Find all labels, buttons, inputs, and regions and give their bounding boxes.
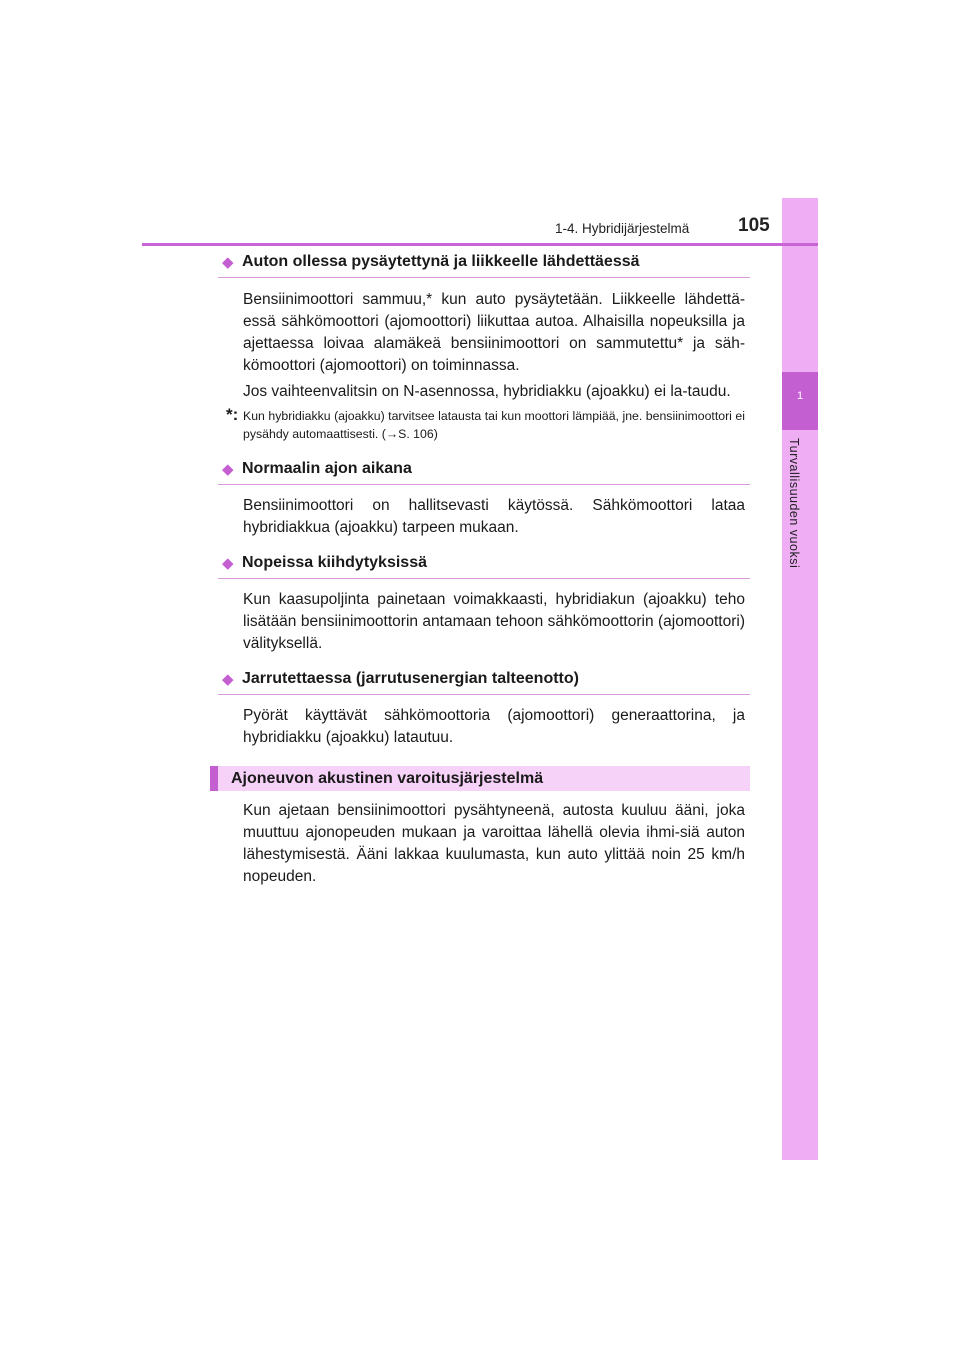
section-banner <box>210 766 750 791</box>
section-banner-title: Ajoneuvon akustinen varoitusjärjestelmä <box>231 769 544 787</box>
paragraph: Jos vaihteenvalitsin on N-asennossa, hybridiakku (ajoakku) ei la-taudu. <box>243 383 731 400</box>
footnote-mark: *: <box>226 405 239 424</box>
chapter-side-label: Turvallisuuden vuoksi <box>787 438 801 569</box>
paragraph: Kun ajetaan bensiinimoottori pysähtyneenä, autosta kuuluu ääni, joka muuttuu ajonopeuden mukaan ja varoittaa lähellä olevia ihmi-siä auton lähestymisestä. Ääni lakkaa kuulumasta, kun auto ylittää noin 25 km/h nopeuden. <box>243 802 745 885</box>
paragraph: Pyörät käyttävät sähkömoottoria (ajomoottori) generaattorina, ja hybridiakku (ajoakku) latautuu. <box>243 707 745 746</box>
diamond-bullet-icon: ◆ <box>222 671 234 688</box>
paragraph: Bensiinimoottori sammuu,* kun auto pysäytetään. Liikkeelle lähdettä-essä sähkömoottori (ajomoottori) liikuttaa autoa. Alhaisilla nopeuksilla ja ajettaessa loivaa alamäkeä bensiinimoottori on sammutettu* ja säh-kömoottori (ajomoottori) on toiminnassa. <box>243 291 745 374</box>
section-heading-text: Auton ollessa pysäytettynä ja liikkeelle lähdettäessä <box>242 253 640 270</box>
section-heading-text: Normaalin ajon aikana <box>242 460 412 477</box>
section-heading-text: Nopeissa kiihdytyksissä <box>242 554 427 571</box>
chapter-side-tab <box>782 198 818 1160</box>
diamond-bullet-icon: ◆ <box>222 461 234 478</box>
diamond-bullet-icon: ◆ <box>222 254 234 271</box>
header-rule <box>142 243 818 246</box>
page-content <box>218 253 750 888</box>
diamond-bullet-icon: ◆ <box>222 555 234 572</box>
paragraph: Kun kaasupoljinta painetaan voimakkaasti, hybridiakun (ajoakku) teho lisätään bensiinimoottorin antamaan tehoon sähkömoottorin (ajomoottori) välityksellä. <box>243 591 745 652</box>
page-number: 105 <box>738 215 770 236</box>
section-heading <box>218 554 750 579</box>
section-heading-text: Jarrutettaessa (jarrutusenergian talteenotto) <box>242 670 579 687</box>
footnote-text: Kun hybridiakku (ajoakku) tarvitsee latausta tai kun moottori lämpiää, jne. bensiinimoottori ei pysähdy automaattisesti. (→S. 106) <box>243 409 745 441</box>
section-heading <box>218 253 750 278</box>
section-heading <box>218 670 750 695</box>
paragraph: Bensiinimoottori on hallitsevasti käytössä. Sähkömoottori lataa hybridiakkua (ajoakku) tarpeen mukaan. <box>243 497 745 536</box>
chapter-number: 1 <box>796 390 804 402</box>
header-chapter-title: 1-4. Hybridijärjestelmä <box>555 221 690 236</box>
section-heading <box>218 460 750 485</box>
footnote <box>226 407 750 443</box>
